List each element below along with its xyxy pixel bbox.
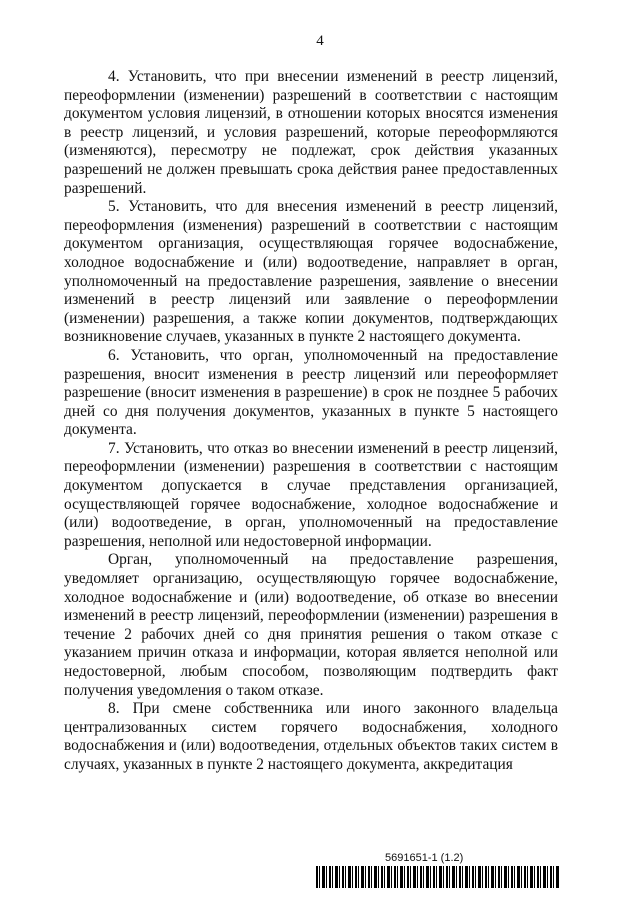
paragraph-7-notice: Орган, уполномоченный на предоставление разрешения, уведомляет организацию, осуществляющую горячее водоснабжение, холодное водоснабжение и (или) водоотведение, об отказе во внесении изменений в реестр лицензий, переоформлении (изменении) разрешения в течение 2 рабочих дней со дня принятия решения о таком отказе с указанием причин отказа и информации, которая является неполной или недостоверной, любым способом, позволяющим подтвердить факт получения уведомления о таком отказе.: [64, 551, 558, 699]
document-code: 5691651-1 (1.2): [385, 852, 464, 864]
paragraph-4: 4. Установить, что при внесении изменений в реестр лицензий, переоформлении (изменении) разрешений в соответствии с настоящим документом условия лицензий, в отношении которых вносятся изменения в реестр лицензий, и условия разрешений, которые переоформляются (изменяются), пересмотру не подлежат, срок действия указанных разрешений не должен превышать срока действия ранее предоставленных разрешений.: [64, 68, 558, 197]
paragraph-5: 5. Установить, что для внесения изменений в реестр лицензий, переоформления (изменения) разрешений в соответствии с настоящим документом организация, осуществляющая горячее водоснабжение, холодное водоснабжение и (или) водоотведение, направляет в орган, уполномоченный на предоставление разрешения, заявление о внесении изменений в реестр лицензий или заявление о переоформлении (изменении) разрешения, а также копии документов, подтверждающих возникновение случаев, указанных в пункте 2 настоящего документа.: [64, 198, 558, 346]
document-body: [64, 68, 558, 775]
barcode-icon: [316, 866, 560, 888]
paragraph-7: 7. Установить, что отказ во внесении изменений в реестр лицензий, переоформлении (изменении) разрешения в соответствии с настоящим документом допускается в случае представления организацией, осуществляющей горячее водоснабжение, холодное водоснабжение и (или) водоотведение, в орган, уполномоченный на предоставление разрешения, неполной или недостоверной информации.: [64, 439, 558, 550]
paragraph-6: 6. Установить, что орган, уполномоченный на предоставление разрешения, вносит изменения в реестр лицензий или переоформляет разрешение (вносит изменения в разрешение) в срок не позднее 5 рабочих дней со дня получения документов, указанных в пункте 5 настоящего документа.: [64, 346, 558, 439]
page-number: 4: [316, 33, 324, 49]
paragraph-8: 8. При смене собственника или иного законного владельца централизованных систем горячего водоснабжения, холодного водоснабжения и (или) водоотведения, отдельных объектов таких систем в случаях, указанных в пункте 2 настоящего документа, аккредитация: [64, 700, 558, 773]
